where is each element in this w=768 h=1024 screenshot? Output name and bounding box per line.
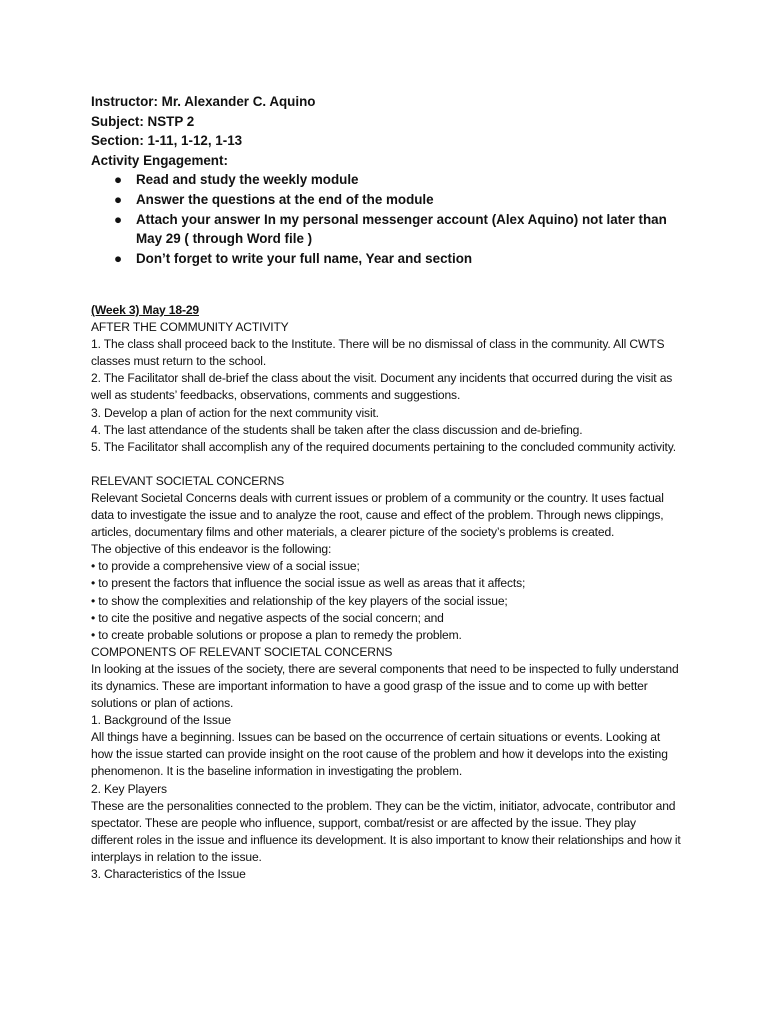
spacer — [91, 456, 681, 473]
week-item: 1. The class shall proceed back to the Institute. There will be no dismissal of class in the community. All CWTS classes must return to the school. — [91, 337, 665, 369]
objective-item: • to cite the positive and negative aspects of the social concern; and — [91, 610, 444, 625]
activity-bullet-text: Attach your answer In my personal messenger account (Alex Aquino) not later than May 29 ( through Word file ) — [136, 211, 667, 247]
activity-title: Activity Engagement: — [91, 152, 228, 168]
objective-item: • to present the factors that influence the social issue as well as areas that it affects; — [91, 576, 526, 591]
activity-bullet-text: Don’t forget to write your full name, Year and section — [136, 250, 473, 266]
document-page — [91, 92, 683, 881]
bullet-icon: ● — [114, 191, 123, 207]
bullet-icon: ● — [114, 172, 123, 188]
relevant-intro: Relevant Societal Concerns deals with current issues or problem of a community or the country. It uses factual data to investigate the issue and to analyze the root, cause and effect of the problem. Through news clippings, articles, documentary films and other materials, a clearer picture of the society’s problems is created. — [91, 490, 664, 540]
week-item: 2. The Facilitator shall de-brief the class about the visit. Document any incidents that occurred during the visit as well as students’ feedbacks, observations, comments and suggestions. — [91, 371, 673, 403]
activity-bullet — [91, 249, 683, 269]
objective-intro: The objective of this endeavor is the following: — [91, 542, 332, 557]
bullet-icon: ● — [114, 250, 123, 266]
components-intro: In looking at the issues of the society, there are several components that need to be inspected to fully understand its dynamics. These are important information to have a good grasp of the issue and to come up with better solutions or plan of actions. — [91, 661, 679, 711]
background-text: All things have a beginning. Issues can be based on the occurrence of certain situations or events. Looking at how the issue started can provide insight on the root cause of the problem and how it develops into the existing phenomenon. It is the baseline information in investigating the problem. — [91, 730, 668, 779]
key-players-title: 2. Key Players — [91, 781, 167, 796]
activity-bullet-text: Read and study the weekly module — [136, 172, 359, 188]
bullet-icon: ● — [114, 211, 123, 227]
activity-bullet — [91, 210, 683, 249]
week-title: (Week 3) May 18-29 — [91, 303, 199, 317]
section-line: Section: 1-11, 1-12, 1-13 — [91, 133, 243, 149]
instructor-line: Instructor: Mr. Alexander C. Aquino — [91, 94, 316, 109]
header-block — [91, 92, 683, 268]
objective-item: • to show the complexities and relationship of the key players of the social issue; — [91, 593, 508, 608]
week-item: 4. The last attendance of the students shall be taken after the class discussion and de-briefing. — [91, 422, 583, 437]
components-heading: COMPONENTS OF RELEVANT SOCIETAL CONCERNS — [91, 644, 393, 659]
relevant-heading: RELEVANT SOCIETAL CONCERNS — [91, 473, 285, 488]
key-players-text: These are the personalities connected to the problem. They can be the victim, initiator, advocate, contributor and spectator. These are people who influence, support, combat/resist or are affected by the issue. They play different roles in the issue and influence its development. It is also important to know their relationships and how it interplays in relation to the issue. — [91, 798, 681, 864]
week-heading: AFTER THE COMMUNITY ACTIVITY — [91, 320, 289, 335]
week-item: 3. Develop a plan of action for the next community visit. — [91, 405, 379, 420]
background-title: 1. Background of the Issue — [91, 713, 231, 728]
subject-line: Subject: NSTP 2 — [91, 113, 195, 129]
week-item: 5. The Facilitator shall accomplish any of the required documents pertaining to the concluded community activity. — [91, 439, 676, 454]
activity-bullet — [91, 190, 683, 210]
objective-item: • to create probable solutions or propose a plan to remedy the problem. — [91, 627, 462, 642]
characteristics-title: 3. Characteristics of the Issue — [91, 867, 246, 881]
objective-item: • to provide a comprehensive view of a social issue; — [91, 559, 360, 574]
body-block — [91, 302, 681, 883]
activity-bullet — [91, 170, 683, 190]
activity-bullet-text: Answer the questions at the end of the module — [136, 191, 434, 207]
activity-bullets — [91, 170, 683, 268]
